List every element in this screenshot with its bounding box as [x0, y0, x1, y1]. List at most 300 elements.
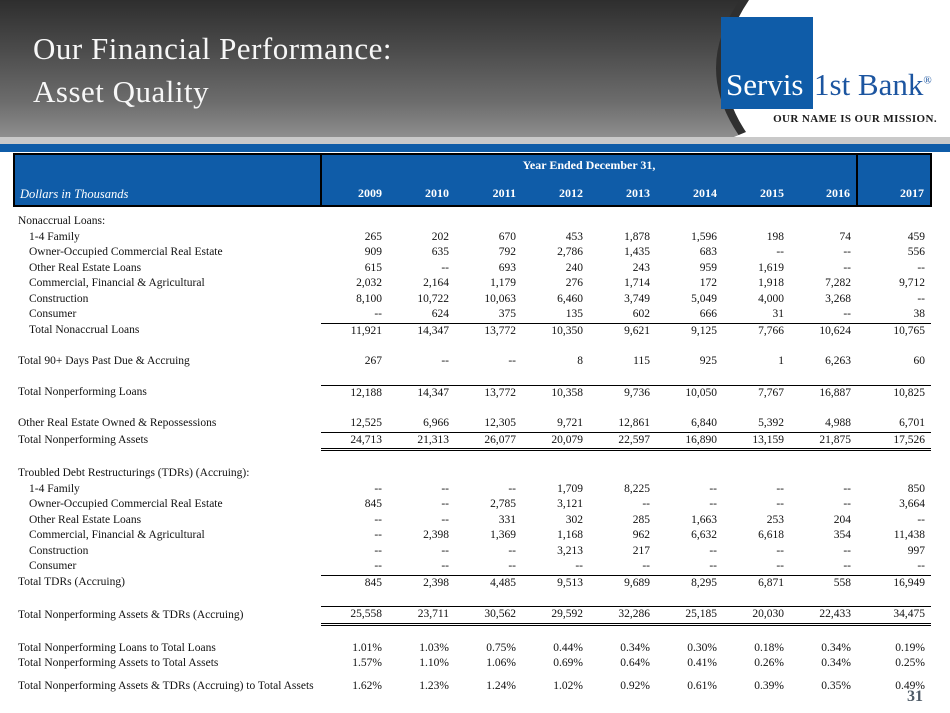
value-cell: 0.34% [620, 641, 650, 654]
value-cell: 0.18% [754, 641, 784, 654]
value-cell: 60 [913, 355, 925, 367]
value-cell: 217 [632, 544, 650, 557]
table-row [14, 276, 931, 292]
value-cell: 850 [907, 482, 925, 495]
row-label: 1-4 Family [29, 482, 80, 495]
row-label: Commercial, Financial & Agricultural [29, 277, 205, 289]
logo-square-text: Servis [726, 67, 804, 102]
table-row [14, 261, 931, 277]
spacer-row [14, 450, 931, 467]
value-cell: 34,475 [857, 607, 931, 625]
row-label: Other Real Estate Loans [29, 261, 142, 274]
value-cell: 1 [778, 355, 784, 367]
row-label: Total Nonperforming Assets & TDRs (Accruing) to Total Assets [18, 679, 314, 692]
value-cell: 1,918 [758, 277, 784, 289]
year-header: 2013 [589, 178, 656, 206]
year-header: 2011 [455, 178, 522, 206]
table-row [14, 307, 931, 323]
value-cell: 9,689 [589, 575, 656, 591]
slide-title-line2: Asset Quality [33, 74, 210, 109]
table-header [14, 154, 931, 206]
value-cell: 9,721 [557, 417, 583, 429]
value-cell [790, 466, 857, 482]
row-label: Total Nonaccrual Loans [29, 324, 140, 337]
section-row [14, 466, 931, 482]
value-cell [388, 466, 455, 482]
value-cell: 670 [498, 230, 516, 243]
value-cell: 8,225 [624, 482, 650, 495]
value-cell: 302 [565, 513, 583, 526]
value-cell: 6,618 [758, 529, 784, 541]
value-cell: 4,988 [825, 417, 851, 429]
value-cell: -- [441, 560, 449, 572]
value-cell [388, 214, 455, 230]
value-cell: 10,624 [790, 323, 857, 339]
row-label: Total TDRs (Accruing) [18, 576, 125, 589]
value-cell: 1,878 [624, 230, 650, 243]
value-cell: 0.61% [687, 679, 717, 692]
value-cell: -- [843, 560, 851, 572]
value-cell: -- [441, 513, 449, 526]
value-cell [790, 214, 857, 230]
row-label: Owner-Occupied Commercial Real Estate [29, 246, 223, 258]
table-row [14, 416, 931, 432]
value-cell: 13,159 [723, 432, 790, 450]
value-cell: 24,713 [321, 432, 388, 450]
value-cell: -- [917, 292, 925, 305]
value-cell: 1.06% [486, 657, 516, 669]
value-cell: 135 [565, 308, 583, 320]
value-cell: 2,398 [423, 529, 449, 541]
value-cell: 459 [907, 230, 925, 243]
value-cell: 10,825 [857, 385, 931, 401]
value-cell: 9,621 [589, 323, 656, 339]
value-cell: 0.19% [895, 641, 925, 654]
value-cell: 0.34% [821, 657, 851, 669]
value-cell: 10,063 [484, 292, 516, 305]
table-row [14, 559, 931, 575]
value-cell: 23,711 [388, 607, 455, 625]
value-cell: -- [508, 544, 516, 557]
page-number: 31 [907, 688, 923, 705]
value-cell: 1,596 [691, 230, 717, 243]
value-cell: -- [776, 498, 784, 510]
value-cell: 624 [431, 308, 449, 320]
value-cell: -- [917, 560, 925, 572]
table-row [14, 641, 931, 657]
spacer-row [14, 339, 931, 354]
value-cell: 202 [431, 230, 449, 243]
row-label: Other Real Estate Owned & Repossessions [18, 417, 217, 430]
row-label: Total Nonperforming Assets & TDRs (Accruing) [18, 608, 244, 621]
value-cell: 25,185 [656, 607, 723, 625]
value-cell: 1.02% [553, 679, 583, 692]
value-cell: 0.92% [620, 679, 650, 692]
value-cell: 925 [699, 355, 717, 367]
blue-divider-bar [0, 144, 950, 152]
value-cell: 683 [699, 246, 717, 258]
value-cell: 265 [364, 230, 382, 243]
value-cell: -- [374, 529, 382, 541]
value-cell: 1.57% [352, 657, 382, 669]
value-cell: 17,526 [857, 432, 931, 450]
row-label: Total Nonperforming Loans to Total Loans [18, 641, 216, 654]
value-cell: 26,077 [455, 432, 522, 450]
value-cell: 0.39% [754, 679, 784, 692]
table-row [14, 679, 931, 695]
value-cell: 0.34% [821, 641, 851, 654]
value-cell: 12,861 [618, 417, 650, 429]
value-cell: 243 [632, 261, 650, 274]
value-cell: 172 [699, 277, 717, 289]
value-cell: 6,460 [557, 292, 583, 305]
value-cell: -- [776, 544, 784, 557]
value-cell [656, 214, 723, 230]
value-cell: 22,433 [790, 607, 857, 625]
value-cell [455, 466, 522, 482]
value-cell: 6,701 [899, 417, 925, 429]
value-cell [857, 214, 931, 230]
value-cell: 9,712 [899, 277, 925, 289]
value-cell: 32,286 [589, 607, 656, 625]
value-cell: 375 [498, 308, 516, 320]
value-cell: 253 [766, 513, 784, 526]
value-cell: 6,871 [723, 575, 790, 591]
value-cell [723, 214, 790, 230]
value-cell: 1.03% [419, 641, 449, 654]
value-cell [321, 466, 388, 482]
year-header: 2012 [522, 178, 589, 206]
spacer-row [14, 591, 931, 607]
value-cell: 615 [364, 261, 382, 274]
value-cell: 1.01% [352, 641, 382, 654]
table-row [14, 656, 931, 672]
value-cell: 6,966 [423, 417, 449, 429]
row-label: Commercial, Financial & Agricultural [29, 529, 205, 541]
value-cell: 2,032 [356, 277, 382, 289]
value-cell: 11,438 [893, 529, 925, 541]
span-header: Year Ended December 31, [321, 154, 857, 178]
value-cell: 31 [772, 308, 784, 320]
value-cell: 2,785 [490, 498, 516, 510]
value-cell: -- [843, 308, 851, 320]
row-label: Nonaccrual Loans: [18, 215, 106, 227]
table-row [14, 607, 931, 625]
value-cell: 558 [790, 575, 857, 591]
value-cell: 13,772 [455, 323, 522, 339]
value-cell: 11,921 [321, 323, 388, 339]
value-cell: 1.62% [352, 679, 382, 692]
value-cell: 1,179 [490, 277, 516, 289]
value-cell: 16,890 [656, 432, 723, 450]
value-cell: -- [709, 560, 717, 572]
value-cell: -- [374, 308, 382, 320]
value-cell: -- [374, 544, 382, 557]
table-row [14, 528, 931, 544]
value-cell: 556 [907, 246, 925, 258]
value-cell: 29,592 [522, 607, 589, 625]
spacer-row [14, 370, 931, 386]
value-cell: 962 [632, 529, 650, 541]
spacer-row [14, 624, 931, 641]
value-cell: 1,369 [490, 529, 516, 541]
year-header: 2014 [656, 178, 723, 206]
value-cell: 845 [321, 575, 388, 591]
table-row [14, 544, 931, 560]
value-cell: 0.64% [620, 657, 650, 669]
spacer-row [14, 206, 931, 214]
value-cell: 10,722 [417, 292, 449, 305]
value-cell: -- [441, 261, 449, 274]
value-cell [522, 466, 589, 482]
value-cell: 4,000 [758, 292, 784, 305]
value-cell: 2,164 [423, 277, 449, 289]
year-header: 2009 [321, 178, 388, 206]
value-cell: -- [441, 498, 449, 510]
value-cell: 3,664 [899, 498, 925, 510]
value-cell: -- [709, 498, 717, 510]
value-cell: 1.24% [486, 679, 516, 692]
value-cell: 38 [913, 308, 925, 320]
row-label: Troubled Debt Restructurings (TDRs) (Accruing): [18, 467, 250, 479]
value-cell: 635 [431, 246, 449, 258]
value-cell: -- [508, 560, 516, 572]
value-cell: 997 [907, 544, 925, 557]
gray-divider-stripe [0, 137, 950, 144]
value-cell: -- [776, 246, 784, 258]
value-cell: -- [575, 560, 583, 572]
value-cell [656, 466, 723, 482]
value-cell: 3,213 [557, 544, 583, 557]
value-cell: 204 [833, 513, 851, 526]
value-cell: 0.25% [895, 657, 925, 669]
servisfirst-logo-icon [721, 17, 813, 109]
year-header: 2015 [723, 178, 790, 206]
value-cell: 0.30% [687, 641, 717, 654]
row-label: Total 90+ Days Past Due & Accruing [18, 355, 190, 367]
table-row [14, 354, 931, 370]
value-cell: 14,347 [388, 323, 455, 339]
value-cell: -- [642, 560, 650, 572]
row-label: Consumer [29, 308, 77, 321]
value-cell: 7,282 [825, 277, 851, 289]
value-cell [321, 214, 388, 230]
value-cell: 1,619 [758, 261, 784, 274]
value-cell: -- [441, 544, 449, 557]
value-cell: 115 [633, 355, 650, 367]
value-cell: 12,188 [321, 385, 388, 401]
value-cell: 1,714 [624, 277, 650, 289]
value-cell [857, 466, 931, 482]
value-cell: 14,347 [388, 385, 455, 401]
table-row [14, 482, 931, 498]
value-cell: 198 [766, 230, 784, 243]
value-cell: -- [776, 560, 784, 572]
value-cell: 16,949 [857, 575, 931, 591]
value-cell: 453 [565, 230, 583, 243]
value-cell: 20,079 [522, 432, 589, 450]
value-cell: 10,050 [656, 385, 723, 401]
table-row [14, 292, 931, 308]
value-cell: 285 [632, 513, 650, 526]
value-cell: -- [374, 482, 382, 495]
value-cell: 792 [498, 246, 516, 258]
value-cell: 6,840 [691, 417, 717, 429]
year-header: 2010 [388, 178, 455, 206]
slide-title [33, 27, 392, 113]
value-cell: 1,168 [557, 529, 583, 541]
row-label: Total Nonperforming Assets to Total Assets [18, 657, 219, 669]
value-cell [723, 466, 790, 482]
value-cell: 0.41% [687, 657, 717, 669]
logo-tagline: OUR NAME IS OUR MISSION. [773, 113, 937, 125]
value-cell: 1,663 [691, 513, 717, 526]
table-row [14, 432, 931, 450]
table-row [14, 323, 931, 339]
value-cell: -- [642, 498, 650, 510]
value-cell: 10,765 [857, 323, 931, 339]
value-cell: 5,392 [758, 417, 784, 429]
value-cell [522, 214, 589, 230]
value-cell: 20,030 [723, 607, 790, 625]
row-label: Construction [29, 544, 89, 557]
value-cell: 909 [364, 246, 382, 258]
table-row [14, 245, 931, 261]
value-cell: 666 [699, 308, 717, 320]
value-cell: -- [843, 498, 851, 510]
value-cell: 6,632 [691, 529, 717, 541]
value-cell [589, 214, 656, 230]
value-cell: 9,513 [522, 575, 589, 591]
value-cell [589, 466, 656, 482]
value-cell: 10,358 [522, 385, 589, 401]
value-cell: 12,305 [484, 417, 516, 429]
table-row [14, 230, 931, 246]
value-cell: 276 [565, 277, 583, 289]
value-cell: 5,049 [691, 292, 717, 305]
spacer-row [14, 401, 931, 416]
row-label: Total Nonperforming Assets [18, 434, 149, 446]
value-cell: -- [917, 513, 925, 526]
value-cell: 25,558 [321, 607, 388, 625]
section-row [14, 214, 931, 230]
value-cell: -- [843, 261, 851, 274]
value-cell: -- [843, 544, 851, 557]
registered-mark: ® [923, 74, 932, 87]
row-label: Other Real Estate Loans [29, 513, 142, 526]
asset-quality-table [13, 153, 932, 694]
value-cell: 7,766 [723, 323, 790, 339]
slide-title-line1: Our Financial Performance: [33, 31, 393, 66]
value-cell: -- [374, 513, 382, 526]
value-cell: 3,749 [624, 292, 650, 305]
value-cell: 845 [364, 498, 382, 510]
value-cell: 1,435 [624, 246, 650, 258]
value-cell: 267 [364, 355, 382, 367]
value-cell: 1,709 [557, 482, 583, 495]
logo-rest-text: 1st Bank® [814, 67, 932, 102]
value-cell: -- [843, 246, 851, 258]
year-2017-header-top [857, 154, 931, 178]
value-cell: 0.75% [486, 641, 516, 654]
spacer-row [14, 672, 931, 679]
value-cell: 9,736 [589, 385, 656, 401]
value-cell: -- [441, 355, 449, 367]
value-cell: 16,887 [790, 385, 857, 401]
value-cell: 693 [498, 261, 516, 274]
value-cell: 21,875 [790, 432, 857, 450]
value-cell: -- [508, 482, 516, 495]
table-body [14, 206, 931, 694]
row-label: 1-4 Family [29, 230, 80, 243]
value-cell: 240 [565, 261, 583, 274]
value-cell: 74 [839, 230, 851, 243]
table-row [14, 497, 931, 513]
value-cell: 8 [577, 355, 583, 367]
value-cell: -- [776, 482, 784, 495]
header-row-span [14, 154, 931, 178]
row-label: Consumer [29, 560, 77, 573]
value-cell: 22,597 [589, 432, 656, 450]
value-cell: 3,268 [825, 292, 851, 305]
value-cell: 2,398 [388, 575, 455, 591]
value-cell: 331 [498, 513, 516, 526]
value-cell: 1.23% [419, 679, 449, 692]
row-label: Owner-Occupied Commercial Real Estate [29, 498, 223, 510]
value-cell: 3,121 [557, 498, 583, 510]
value-cell: 7,767 [723, 385, 790, 401]
value-cell: 4,485 [455, 575, 522, 591]
value-cell: 13,772 [455, 385, 522, 401]
value-cell: 21,313 [388, 432, 455, 450]
value-cell: -- [441, 482, 449, 495]
value-cell [455, 214, 522, 230]
asset-quality-table-wrap [13, 153, 930, 694]
value-cell: 1.10% [419, 657, 449, 669]
table-row [14, 575, 931, 591]
value-cell: 602 [632, 308, 650, 320]
value-cell: -- [709, 482, 717, 495]
table-row [14, 385, 931, 401]
value-cell: 2,786 [557, 246, 583, 258]
table-row [14, 513, 931, 529]
value-cell: 0.35% [821, 679, 851, 692]
value-cell: -- [508, 355, 516, 367]
value-cell: 354 [833, 529, 851, 541]
value-cell: 0.69% [553, 657, 583, 669]
value-cell: -- [843, 482, 851, 495]
value-cell: 9,125 [656, 323, 723, 339]
row-label: Total Nonperforming Loans [18, 386, 147, 399]
value-cell: 30,562 [455, 607, 522, 625]
corner-label: Dollars in Thousands [14, 154, 321, 206]
year-header: 2016 [790, 178, 857, 206]
value-cell: 8,295 [656, 575, 723, 591]
year-header: 2017 [857, 178, 931, 206]
value-cell: 959 [699, 261, 717, 274]
value-cell: 8,100 [356, 292, 382, 305]
logo-wordmark [814, 17, 936, 109]
value-cell: 10,350 [522, 323, 589, 339]
value-cell: -- [374, 560, 382, 572]
value-cell: -- [709, 544, 717, 557]
row-label: Construction [29, 292, 89, 305]
value-cell: 6,263 [825, 355, 851, 367]
value-cell: 0.49% [895, 679, 925, 692]
value-cell: 0.26% [754, 657, 784, 669]
value-cell: -- [917, 261, 925, 274]
value-cell: 0.44% [553, 641, 583, 654]
